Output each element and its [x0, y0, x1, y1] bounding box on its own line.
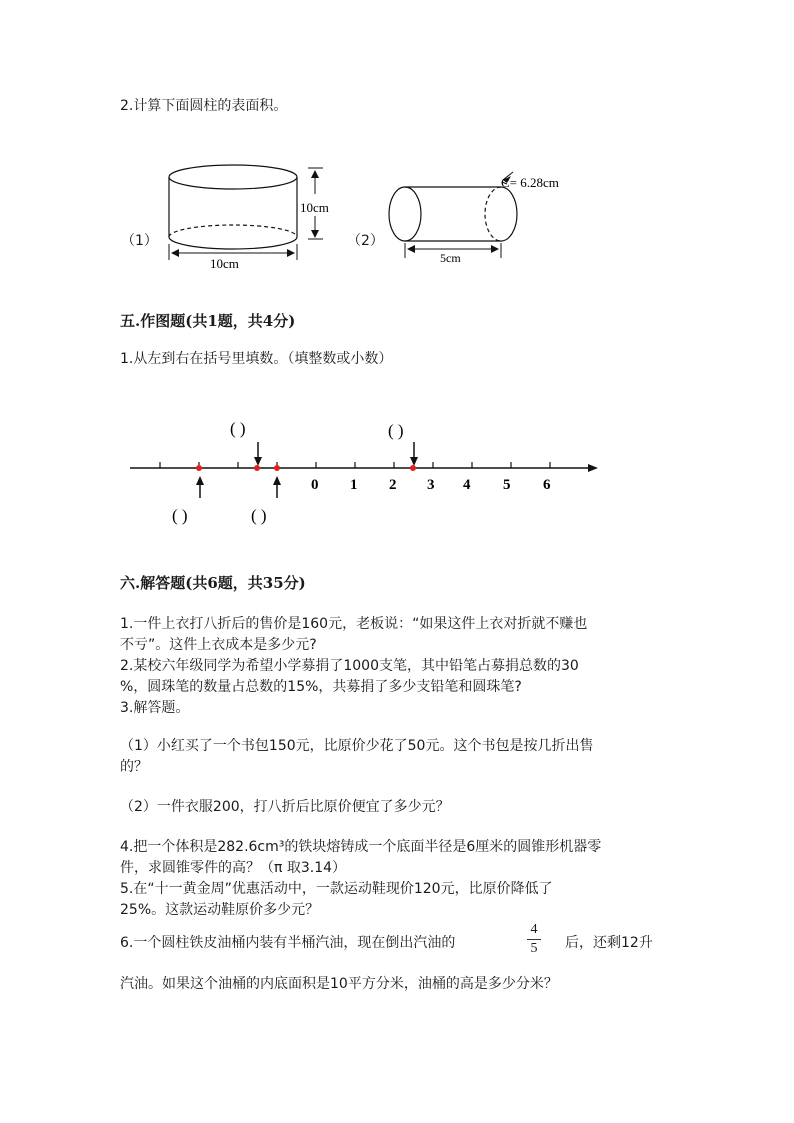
tick-label-1: 1: [350, 477, 358, 493]
section-6-question-3: 3.解答题。: [120, 700, 190, 716]
section-6-question-4-line-2: 件，求圆锥零件的高？（π 取3.14）: [120, 860, 347, 876]
question-2-title: 2.计算下面圆柱的表面积。: [120, 98, 288, 114]
figure-2-length-label: 5cm: [440, 251, 461, 265]
tick-label-6: 6: [543, 477, 551, 493]
figure-2-label: （2）: [347, 233, 384, 249]
cylinder-figure-1: [165, 160, 365, 275]
number-line: [120, 410, 620, 535]
section-6-question-6-line-2: 汽油。如果这个油桶的内底面积是10平方分米，油桶的高是多少分米？: [120, 976, 558, 992]
fraction-four-fifths: [524, 922, 544, 957]
number-line-bracket-bottom-1: ( ): [172, 506, 188, 525]
number-line-bracket-bottom-2: ( ): [251, 506, 267, 525]
tick-label-0: 0: [311, 477, 319, 493]
tick-label-3: 3: [427, 477, 435, 493]
section-6-question-5-line-2: 25%。这款运动鞋原价多少元？: [120, 902, 320, 918]
section-6-question-2-line-1: 2.某校六年级同学为希望小学募捐了1000支笔，其中铅笔占募捐总数的30: [120, 658, 579, 674]
fraction-denominator: 5: [530, 941, 538, 956]
section-6-heading: 六.解答题(共6题，共35分): [120, 574, 306, 592]
section-5-heading: 五.作图题(共1题，共4分): [120, 312, 296, 330]
section-6-question-2-line-2: %，圆珠笔的数量占总数的15%，共募捐了多少支铅笔和圆珠笔?: [120, 679, 522, 695]
section-6-question-6-line-1-part-b: 后，还剩12升: [565, 935, 653, 951]
figure-1-label: （1）: [121, 233, 158, 249]
section-6-question-1-line-2: 不亏”。这件上衣成本是多少元?: [120, 637, 317, 653]
number-line-bracket-top-2: ( ): [388, 421, 404, 440]
section-6-question-1-line-1: 1.一件上衣打八折后的售价是160元，老板说：“如果这件上衣对折就不赚也: [120, 616, 588, 632]
section-5-question-1: 1.从左到右在括号里填数。（填整数或小数）: [120, 351, 393, 367]
cylinder-figure-2: [385, 170, 585, 270]
section-6-question-5-line-1: 5.在“十一黄金周”优惠活动中，一款运动鞋现价120元，比原价降低了: [120, 881, 553, 897]
figure-2-circumference-label: C= 6.28cm: [501, 175, 559, 190]
fraction-numerator: 4: [530, 922, 538, 937]
figure-1-height-label: 10cm: [300, 200, 329, 215]
section-6-question-4-line-1: 4.把一个体积是282.6cm³的铁块熔铸成一个底面半径是6厘米的圆锥形机器零: [120, 839, 602, 855]
section-6-question-3-1-line-2: 的？: [120, 759, 148, 775]
section-6-question-6-line-1-part-a: 6.一个圆柱铁皮油桶内装有半桶汽油，现在倒出汽油的: [120, 935, 456, 951]
tick-label-4: 4: [463, 477, 471, 493]
tick-label-5: 5: [503, 477, 511, 493]
figure-1-width-label: 10cm: [210, 256, 239, 271]
section-6-question-3-1-line-1: （1）小红买了一个书包150元，比原价少花了50元。这个书包是按几折出售: [120, 738, 594, 754]
number-line-bracket-top-1: ( ): [230, 419, 246, 438]
section-6-question-3-2: （2）一件衣服200，打八折后比原价便宜了多少元？: [120, 799, 450, 815]
tick-label-2: 2: [389, 477, 397, 493]
